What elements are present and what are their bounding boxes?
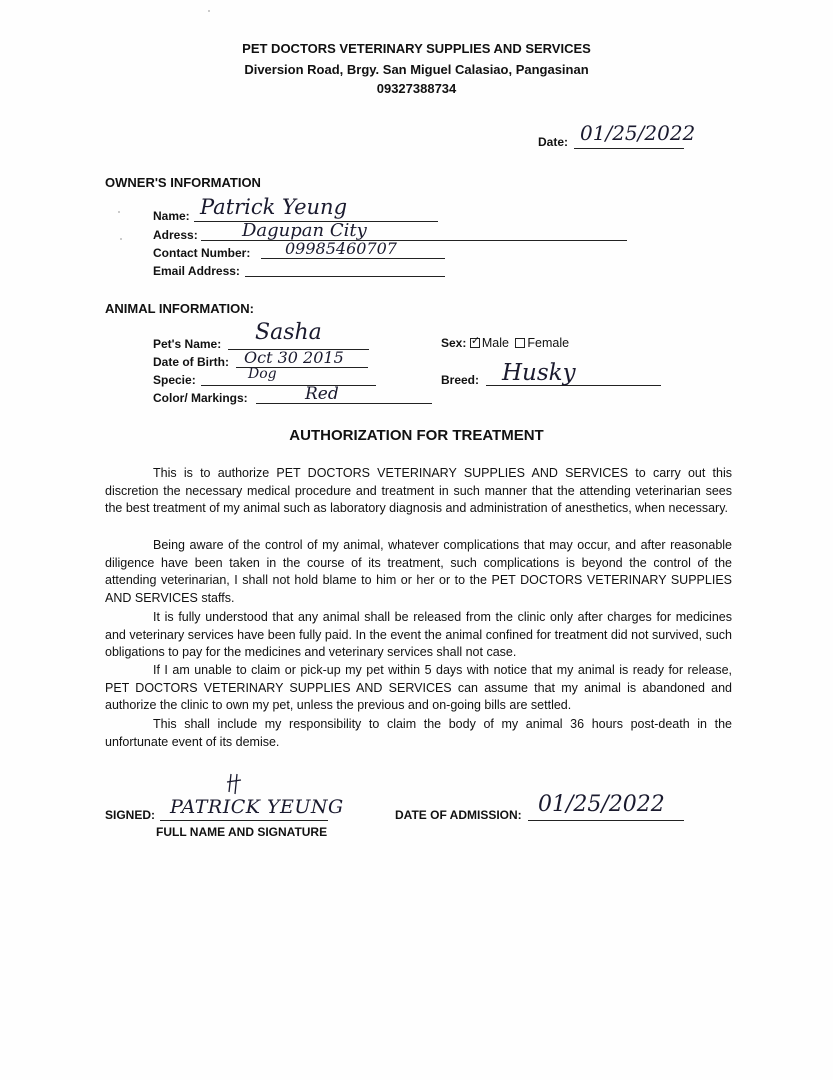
admission-line <box>528 820 684 821</box>
specie-line <box>201 385 376 386</box>
signature-caption: FULL NAME AND SIGNATURE <box>156 825 328 839</box>
owner-address-label: Adress: <box>153 228 198 242</box>
company-address: Diversion Road, Brgy. San Miguel Calasiao, Pangasinan <box>244 62 589 77</box>
sex-female-label: Female <box>527 336 570 350</box>
color-line <box>256 403 432 404</box>
admission-label: DATE OF ADMISSION: <box>395 808 522 822</box>
signed-label: SIGNED: <box>105 808 156 822</box>
scan-speck <box>118 211 120 213</box>
pet-name-label: Pet's Name: <box>153 337 222 351</box>
owner-section-title: OWNER'S INFORMATION <box>105 175 261 190</box>
breed-value[interactable]: Husky <box>502 360 576 386</box>
date-line <box>574 148 684 149</box>
owner-name-value[interactable]: Patrick Yeung <box>200 195 348 219</box>
scan-speck <box>120 238 122 240</box>
owner-name-label: Name: <box>153 209 190 223</box>
dob-value[interactable]: Oct 30 2015 <box>244 348 344 367</box>
sex-field <box>441 336 569 350</box>
admission-value[interactable]: 01/25/2022 <box>538 792 665 817</box>
dob-label: Date of Birth: <box>153 355 229 369</box>
sex-label: Sex: <box>441 336 467 350</box>
owner-email-label: Email Address: <box>153 264 240 278</box>
signature-value[interactable]: PATRICK YEUNG <box>170 796 344 818</box>
signature-flourish <box>225 772 245 796</box>
authorization-paragraph-2: Being aware of the control of my animal, whatever complications that may occur, and after reasonable diligence have been taken in the course of its treatment, such complications is beyond the control of the attending veterinarian, I shall not hold blame to him or her or to the PET DOCTORS VETERINARY SUPPLIES AND SERVICES staffs. <box>105 538 732 605</box>
authorization-title: AUTHORIZATION FOR TREATMENT <box>289 427 544 444</box>
signature-line <box>160 820 328 821</box>
authorization-paragraph-3: It is fully understood that any animal shall be released from the clinic only after charges for medicines and veterinary services have been fully paid. In the event the animal confined for treatment did not survived, such obligations to pay for the medicines and veterinary services shall not case. <box>105 610 732 660</box>
company-phone: 09327388734 <box>376 81 457 96</box>
authorization-paragraph-1: This is to authorize PET DOCTORS VETERINARY SUPPLIES AND SERVICES to carry out this discretion the necessary medical procedure and treatment in such manner that the attending veterinarian sees the best treatment of my animal such as laboratory diagnosis and administration of anesthetics, when necessary. <box>105 466 732 516</box>
owner-address-value[interactable]: Dagupan City <box>242 220 367 241</box>
date-label: Date: <box>538 135 569 149</box>
pet-name-value[interactable]: Sasha <box>255 320 322 345</box>
company-name: PET DOCTORS VETERINARY SUPPLIES AND SERVICES <box>242 41 591 56</box>
scan-speck <box>208 10 210 12</box>
authorization-paragraph-5: This shall include my responsibility to claim the body of my animal 36 hours post-death in the unfortunate event of its demise. <box>105 717 732 749</box>
female-checkbox[interactable] <box>515 338 525 348</box>
color-value[interactable]: Red <box>305 384 339 404</box>
owner-contact-label: Contact Number: <box>153 246 251 260</box>
owner-email-line <box>245 276 445 277</box>
animal-section-title: ANIMAL INFORMATION: <box>105 301 254 316</box>
specie-label: Specie: <box>153 373 196 387</box>
color-label: Color/ Markings: <box>153 391 248 405</box>
male-checkbox[interactable] <box>470 338 480 348</box>
owner-contact-line <box>261 258 445 259</box>
authorization-paragraph-4: If I am unable to claim or pick-up my pet within 5 days with notice that my animal is ready for release, PET DOCTORS VETERINARY SUPPLIES AND SERVICES can assume that my animal is abandoned and authorize the clinic to own my pet, unless the previous and on-going bills are settled. <box>105 663 732 713</box>
sex-male-label: Male <box>481 336 509 350</box>
specie-value[interactable]: Dog <box>248 366 277 382</box>
date-value[interactable]: 01/25/2022 <box>580 121 696 145</box>
breed-label: Breed: <box>441 373 480 387</box>
owner-contact-value[interactable]: 09985460707 <box>285 239 397 258</box>
